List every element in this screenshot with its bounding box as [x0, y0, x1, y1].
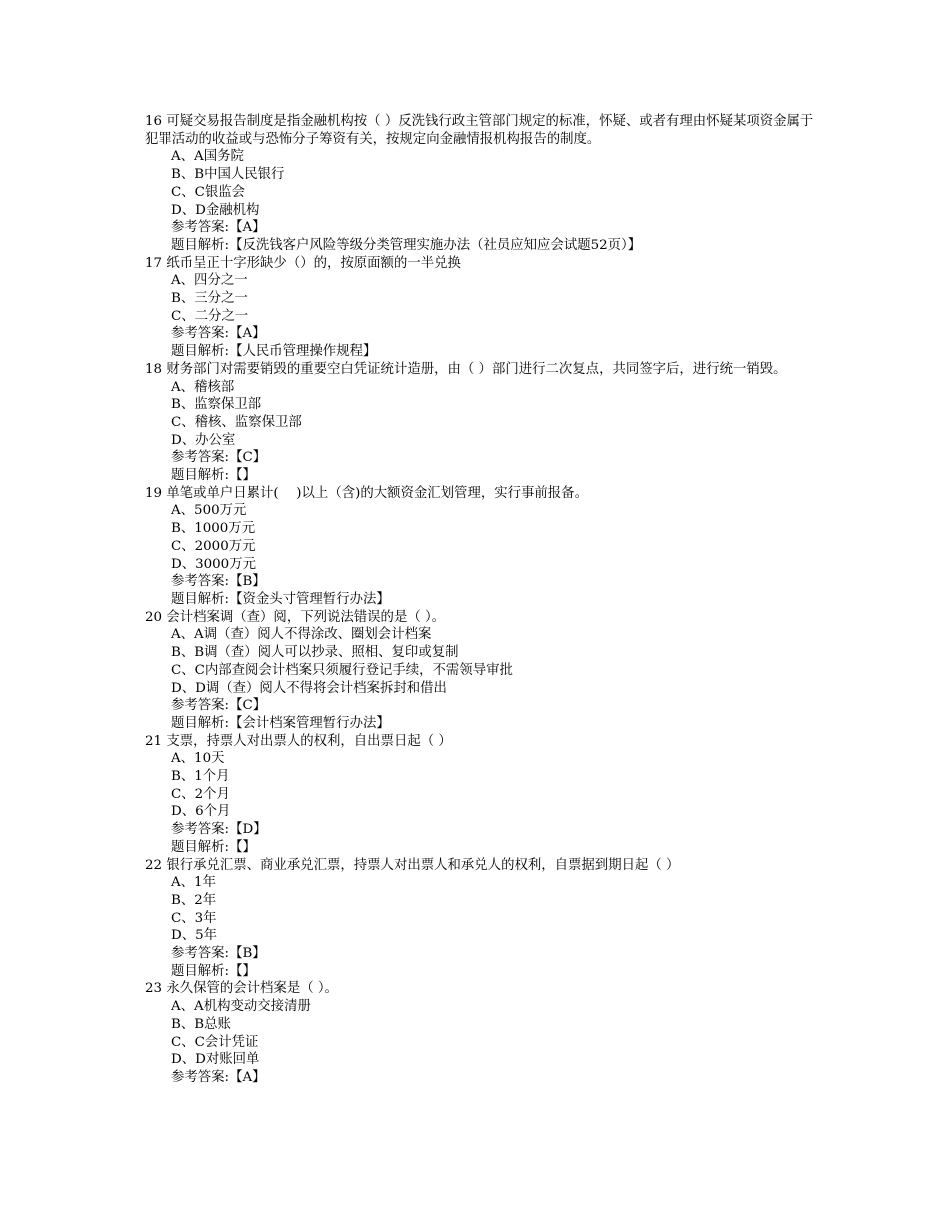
option-item: B、监察保卫部: [171, 397, 262, 413]
question-stem: 纸币呈正十字形缺少（）的，按原面额的一半兑换: [166, 255, 461, 271]
question-analysis: 题目解析:【】: [171, 468, 256, 484]
question-analysis: 题目解析:【会计档案管理暂行办法】: [171, 715, 390, 731]
option-item: A、四分之一: [171, 273, 248, 289]
question-number: 16: [145, 114, 163, 129]
question-21: [145, 733, 815, 857]
option-item: B、1个月: [171, 769, 230, 785]
option-item: C、2个月: [171, 786, 230, 802]
option-item: A、稽核部: [171, 379, 235, 395]
question-number: 19: [145, 485, 163, 501]
question-text: [145, 485, 815, 503]
option-item: D、6个月: [171, 804, 231, 820]
question-text: [145, 255, 815, 273]
question-analysis: 题目解析:【资金头寸管理暂行办法】: [171, 591, 390, 607]
question-stem: 可疑交易报告制度是指金融机构按（ ）反洗钱行政主管部门规定的标准，怀疑、或者有理由怀疑某项资金属于犯罪活动的收益或与恐怖分子筹资有关，按规定向金融情报机构报告的制度。: [145, 114, 814, 147]
question-16: [145, 113, 815, 255]
option-item: B、2年: [171, 892, 217, 908]
question-stem: 银行承兑汇票、商业承兑汇票，持票人对出票人和承兑人的权利，自票据到期日起（ ）: [166, 857, 680, 873]
question-22: [145, 857, 815, 981]
option-item: C、2000万元: [171, 538, 256, 554]
question-18: [145, 361, 815, 485]
question-stem: 单笔或单户日累计( )以上（含)的大额资金汇划管理，实行事前报备。: [166, 485, 588, 501]
option-item: B、B总账: [171, 1016, 231, 1032]
option-item: D、3000万元: [171, 556, 256, 572]
question-number: 18: [145, 361, 163, 377]
option-item: D、办公室: [171, 432, 236, 448]
question-number: 22: [145, 857, 163, 873]
option-item: A、500万元: [171, 503, 247, 519]
question-text: [145, 609, 815, 627]
question-text: [145, 733, 815, 751]
question-23: [145, 980, 815, 1086]
reference-answer: 参考答案:【A】: [171, 220, 266, 236]
question-number: 21: [145, 733, 163, 749]
option-item: D、D金融机构: [171, 202, 260, 218]
reference-answer: 参考答案:【C】: [171, 698, 267, 714]
question-stem: 永久保管的会计档案是（ ）。: [166, 981, 338, 997]
question-text: [145, 361, 815, 379]
option-item: C、二分之一: [171, 308, 249, 324]
reference-answer: 参考答案:【A】: [171, 1069, 266, 1085]
option-item: A、A调（查）阅人不得涂改、圈划会计档案: [171, 627, 432, 643]
question-text: [145, 980, 815, 998]
question-20: [145, 609, 815, 733]
question-stem: 支票，持票人对出票人的权利，自出票日起（ ）: [166, 733, 452, 749]
option-item: C、C会计凭证: [171, 1034, 259, 1050]
option-item: B、B调（查）阅人可以抄录、照相、复印或复制: [171, 645, 459, 661]
option-item: C、C银监会: [171, 184, 246, 200]
question-number: 23: [145, 981, 163, 997]
option-item: D、D对账回单: [171, 1052, 260, 1068]
question-analysis: 题目解析:【人民币管理操作规程】: [171, 344, 377, 360]
question-analysis: 题目解析:【】: [171, 963, 256, 979]
reference-answer: 参考答案:【C】: [171, 450, 267, 466]
question-number: 20: [145, 609, 163, 625]
question-list: [145, 113, 815, 1087]
option-item: D、5年: [171, 928, 218, 944]
question-number: 17: [145, 255, 163, 271]
option-item: C、稽核、监察保卫部: [171, 414, 302, 430]
question-text: [145, 113, 815, 148]
question-analysis: 题目解析:【反洗钱客户风险等级分类管理实施办法（社员应知应会试题52页）】: [171, 237, 642, 253]
question-stem: 财务部门对需要销毁的重要空白凭证统计造册，由（ ）部门进行二次复点，共同签字后，进行统一销毁。: [166, 361, 787, 377]
option-item: B、1000万元: [171, 521, 256, 537]
option-item: B、B中国人民银行: [171, 167, 285, 183]
question-17: [145, 255, 815, 361]
question-text: [145, 857, 815, 875]
question-stem: 会计档案调（查）阅，下列说法错误的是（ ）。: [166, 609, 446, 625]
question-19: [145, 485, 815, 609]
reference-answer: 参考答案:【B】: [171, 946, 266, 962]
reference-answer: 参考答案:【B】: [171, 574, 266, 590]
option-item: A、10天: [171, 751, 225, 767]
option-item: C、3年: [171, 910, 217, 926]
option-item: D、D调（查）阅人不得将会计档案拆封和借出: [171, 680, 447, 696]
option-item: C、C内部查阅会计档案只须履行登记手续，不需领导审批: [171, 662, 513, 678]
question-analysis: 题目解析:【】: [171, 839, 256, 855]
option-item: A、A机构变动交接清册: [171, 999, 311, 1015]
option-item: A、A国务院: [171, 149, 244, 165]
option-item: A、1年: [171, 875, 216, 891]
option-item: B、三分之一: [171, 291, 248, 307]
reference-answer: 参考答案:【D】: [171, 822, 267, 838]
reference-answer: 参考答案:【A】: [171, 326, 266, 342]
